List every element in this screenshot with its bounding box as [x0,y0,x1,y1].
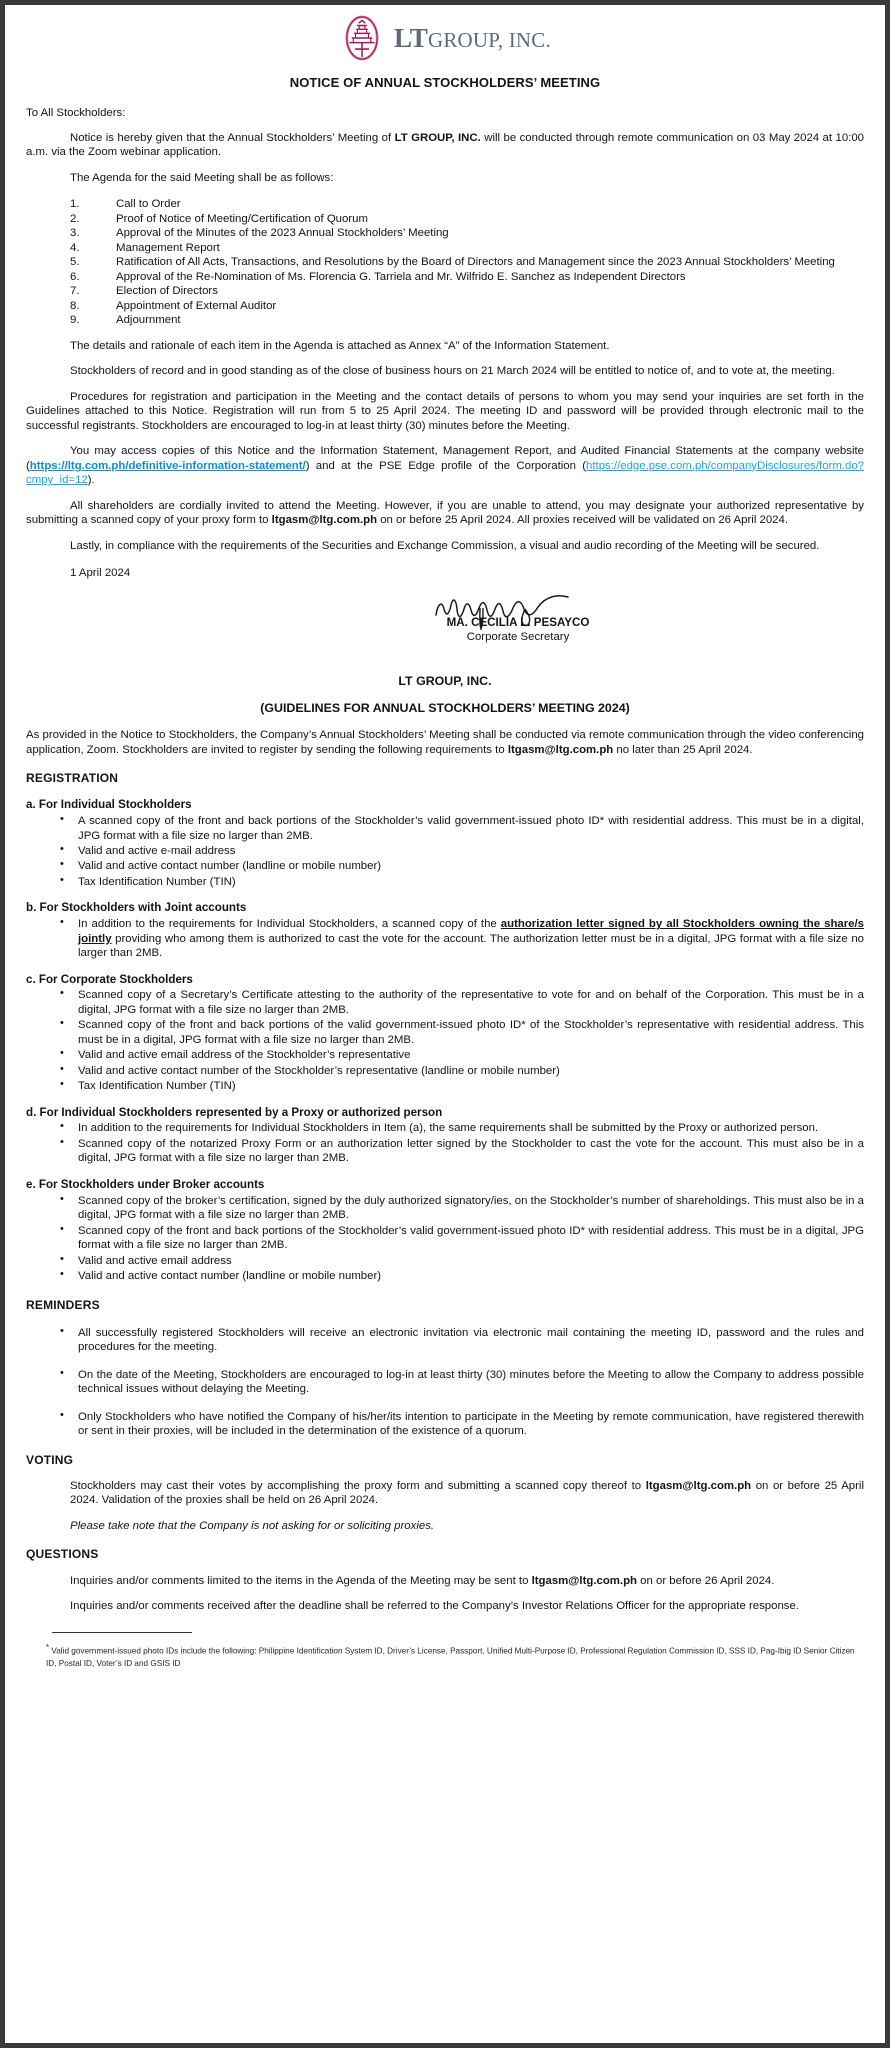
requirement-text-post: providing who among them is authorized to cast the vote for the account. The authorization letter must be in a digital, JPG format with a file size no larger than 2MB. [78,932,864,960]
agenda-item-number: 1. [70,198,80,211]
notice-date: 1 April 2024 [70,567,131,580]
agenda-item-number: 3. [70,227,80,240]
requirement-item: • Scanned copy of the broker’s certification, signed by the duly authorized signatory/ies, on the Stockholder’s number of shareholdings. This must also be in a digital, JPG format with a file size no larger than 2MB. [58,1194,864,1223]
requirement-item: • Scanned copy of a Secretary’s Certificate attesting to the authority of the representative to vote for and on behalf of the Corporation. This must be in a digital, JPG format with a file size no larger than 2MB. [58,988,864,1017]
guidelines-company: LT GROUP, INC. [398,673,492,688]
registration-requirement-list [26,1121,864,1165]
requirement-item: • Valid and active contact number of the Stockholder’s representative (landline or mobile number) [58,1064,864,1078]
voting-email: ltgasm@ltg.com.ph [645,1479,752,1492]
requirement-text-pre: In addition to the requirements for Individual Stockholders, a scanned copy of the [78,918,501,931]
agenda-item-label: Appointment of External Auditor [116,299,277,312]
registration-subsection-heading: e. For Stockholders under Broker accounts [26,1177,265,1191]
access-copies-paragraph [26,444,864,487]
wordmark-group: GROUP [427,27,498,52]
lt-group-pagoda-icon [339,15,385,61]
agenda-item-number: 6. [70,270,80,283]
registration-requirement-list [26,1194,864,1284]
footnote-text: Valid government-issued photo IDs include the following: Philippine Identification System ID, Driver’s License, Passport, Unified Multi-Purpose ID, Professional Regulation Commission ID, SSS ID, Pag-Ibig ID Senior Citizen ID, Postal ID, Voter’s ID and GSIS ID [46,1646,855,1668]
agenda-item-number: 9. [70,314,80,327]
agenda-item [26,313,864,327]
questions-followup: Inquiries and/or comments received after the deadline shall be referred to the Company’s Investor Relations Officer for the appropriate response. [70,1600,799,1613]
voting-note: Please take note that the Company is not asking for or soliciting proxies. [70,1519,435,1532]
guidelines-title: (GUIDELINES FOR ANNUAL STOCKHOLDERS’ MEETING 2024) [260,701,630,716]
agenda-item [26,241,864,255]
requirement-item: • Valid and active e-mail address [58,844,864,858]
voting-paragraph [70,1479,864,1508]
company-wordmark [394,21,551,55]
guidelines-intro-b: no later than 25 April 2024. [613,743,753,756]
registration-requirement-list [26,988,864,1093]
registration-subsection-heading: b. For Stockholders with Joint accounts [26,901,247,915]
signer-role: Corporate Secretary [466,631,570,644]
signature-block [26,591,864,647]
agenda-item-label: Proof of Notice of Meeting/Certification of Quorum [116,212,368,225]
requirement-item: • Tax Identification Number (TIN) [58,875,864,889]
registration-subsection-heading: d. For Individual Stockholders represented by a Proxy or authorized person [26,1105,443,1119]
reminders-list [26,1326,864,1439]
agenda-item [26,270,864,284]
questions-heading: QUESTIONS [26,1547,99,1562]
requirement-item [58,917,864,960]
requirement-item: • A scanned copy of the front and back portions of the Stockholder’s valid government-issued photo ID* with residential address. This must be in a digital, JPG format with a file size no larger than 2MB. [58,814,864,843]
reminder-item: • All successfully registered Stockholders will receive an electronic invitation via electronic mail containing the meeting ID, password and the rules and procedures for the meeting. [58,1326,864,1355]
agenda-lead: The Agenda for the said Meeting shall be as follows: [70,171,334,184]
requirement-item: • In addition to the requirements for Individual Stockholders in Item (a), the same requirements shall be submitted by the Proxy or authorized person. [58,1121,864,1135]
voting-text-a: Stockholders may cast their votes by accomplishing the proxy form and submitting a scanned copy thereof to [70,1479,646,1492]
agenda-item [26,299,864,313]
access-text-c: ). [87,474,95,487]
reminders-heading: REMINDERS [26,1297,100,1312]
voting-text-b: on or before 25 April 2024. Validation of the proxies shall be held on 26 April 2024. [70,1479,864,1507]
footnote-marker: * [46,1642,50,1652]
questions-email: ltgasm@ltg.com.ph [531,1574,637,1587]
voting-heading: VOTING [26,1452,74,1467]
requirement-item: • Valid and active email address of the Stockholder’s representative [58,1048,864,1062]
agenda-item-label: Approval of the Minutes of the 2023 Annual Stockholders’ Meeting [116,227,449,240]
page-edge-right [885,0,890,2048]
record-date-paragraph: Stockholders of record and in good standing as of the close of business hours on 21 March 2024 will be entitled to notice of, and to vote at, the meeting. [70,365,835,378]
requirement-item: • Scanned copy of the front and back portions of the Stockholder’s valid government-issued photo ID* with residential address. This must be in a digital, JPG format with a file size no larger than 2MB. [58,1224,864,1253]
wordmark-inc: , INC. [497,27,551,52]
access-text-b: ) and at the PSE Edge profile of the Corporation ( [305,459,587,472]
requirement-text-emphasis: authorization letter signed by all Stockholders owning the share/s jointly [78,918,865,945]
agenda-item-label: Ratification of All Acts, Transactions, and Resolutions by the Board of Directors and Management since the 2023 Annual Stockholders’ Meeting [116,256,835,269]
questions-paragraph [70,1574,864,1588]
guidelines-intro-email: ltgasm@ltg.com.ph [507,743,614,756]
requirement-item: • Scanned copy of the notarized Proxy Form or an authorization letter signed by the Stockholder to cast the vote for the account. This must also be in a digital, JPG format with a file size no larger than 2MB. [58,1137,864,1166]
requirement-item: • Tax Identification Number (TIN) [58,1079,864,1093]
signer-name: MA. CECILIA L. PESAYCO [446,615,590,629]
questions-text-b: on or before 26 April 2024. [636,1574,775,1587]
agenda-item [26,197,864,211]
proxy-paragraph [26,499,864,528]
page-edge-left [0,0,5,2048]
annex-paragraph: The details and rationale of each item in the Agenda is attached as Annex “A” of the Information Statement. [70,339,610,352]
page-title: NOTICE OF ANNUAL STOCKHOLDERS’ MEETING [289,75,601,90]
access-text-a: You may access copies of this Notice and the Information Statement, Management Report, and Audited Financial Statements at the company website ( [26,445,864,472]
agenda-item [26,226,864,240]
agenda-item-label: Adjournment [116,314,181,327]
reminder-item: • Only Stockholders who have notified the Company of his/her/its intention to participate in the Meeting by remote communication, have registered therewith or sent in their proxies, will be included in the determination of the existence of a quorum. [58,1410,864,1439]
agenda-item [26,212,864,226]
proxy-text-a: All shareholders are cordially invited to attend the Meeting. However, if you are unable to attend, you may designate your authorized representative by submitting a scanned copy of your proxy form to [26,499,864,527]
company-logo [26,6,864,65]
registration-sections [26,798,864,1283]
agenda-item-number: 7. [70,285,80,298]
agenda-item-label: Approval of the Re-Nomination of Ms. Florencia G. Tarriela and Mr. Wilfrido E. Sanchez as Independent Directors [116,270,686,283]
agenda-item-label: Management Report [116,241,220,254]
guidelines-intro-a: As provided in the Notice to Stockholders, the Company’s Annual Stockholders’ Meeting shall be conducted via remote communication through the video conferencing application, Zoom. Stockholders are invited to register by sending the following requirements to [26,729,864,756]
pse-edge-link[interactable]: https://edge.pse.com.ph/companyDisclosures/form.do?cmpy_id=12 [26,459,864,487]
questions-text-a: Inquiries and/or comments limited to the items in the Agenda of the Meeting may be sent to [70,1574,532,1587]
requirement-item: • Valid and active contact number (landline or mobile number) [58,859,864,873]
requirement-item: • Valid and active email address [58,1254,864,1268]
registration-subsection-heading: c. For Corporate Stockholders [26,972,193,986]
registration-requirement-list [26,917,864,960]
agenda-item-number: 2. [70,212,80,225]
reminder-item: • On the date of the Meeting, Stockholders are encouraged to log-in at least thirty (30) minutes before the Meeting to allow the Company to address possible technical issues without delaying the Meeting. [58,1368,864,1397]
salutation: To All Stockholders: [26,106,126,119]
notice-intro-b: will be conducted through remote communication on 03 May 2024 at 10:00 a.m. via the Zoom webinar application. [26,131,865,159]
agenda-item-number: 8. [70,299,80,312]
registration-subsection-heading: a. For Individual Stockholders [26,798,192,812]
agenda-item-label: Election of Directors [116,285,218,298]
procedures-paragraph: Procedures for registration and participation in the Meeting and the contact details of persons to whom you may send your inquiries are set forth in the Guidelines attached to this Notice. Registration will run from 5 to 25 April 2024. The meeting ID and password will be provided through electronic mail to the successful registrants. Stockholders are encouraged to log-in at least thirty (30) minutes before the Meeting. [26,390,864,432]
notice-intro-paragraph [26,131,864,160]
recording-paragraph: Lastly, in compliance with the requirements of the Securities and Exchange Commission, a visual and audio recording of the Meeting will be secured. [70,539,820,552]
footnote [46,1642,864,1671]
agenda-item [26,284,864,298]
agenda-item [26,255,864,269]
proxy-text-b: on or before 25 April 2024. All proxies received will be validated on 26 April 2024. [377,514,789,527]
registration-heading: REGISTRATION [26,771,119,786]
requirement-item: • Valid and active contact number (landline or mobile number) [58,1269,864,1283]
wordmark-lt: LT [394,22,428,53]
notice-intro-a: Notice is hereby given that the Annual Stockholders’ Meeting of [70,131,395,144]
guidelines-intro [26,728,864,757]
agenda-item-number: 4. [70,241,80,254]
registration-requirement-list [26,814,864,889]
footnote-divider [52,1632,192,1633]
proxy-email: ltgasm@ltg.com.ph [271,514,378,527]
agenda-list [26,197,864,327]
notice-intro-company: LT GROUP, INC. [394,131,481,144]
requirement-item: • Scanned copy of the front and back portions of the valid government-issued photo ID* of the Stockholder’s representative with residential address. This must be in a digital, JPG format with a file size no larger than 2MB. [58,1018,864,1047]
agenda-item-label: Call to Order [116,198,181,211]
agenda-item-number: 5. [70,256,80,269]
company-website-link[interactable]: https://ltg.com.ph/definitive-information-statement/ [29,459,306,472]
